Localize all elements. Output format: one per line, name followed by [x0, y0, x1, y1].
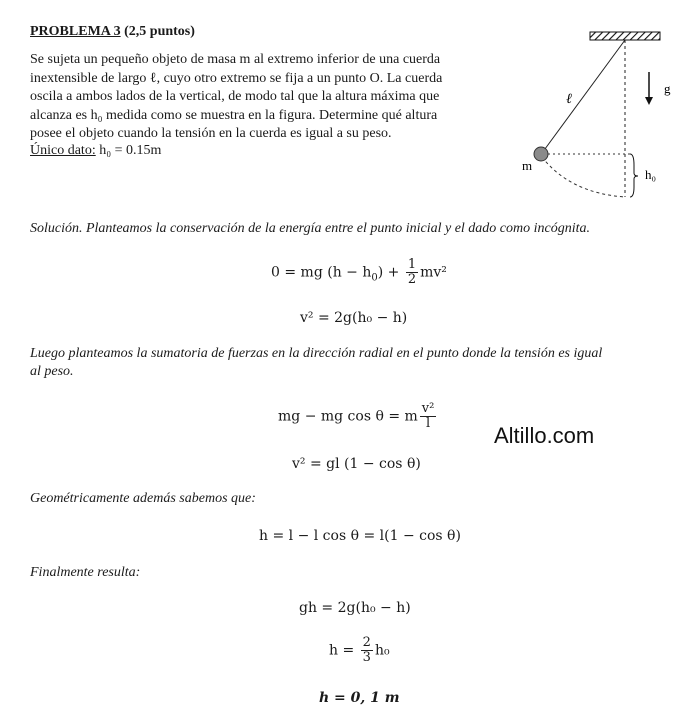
eq1-fraction [406, 258, 418, 287]
eq1-mid: ) + [377, 264, 404, 281]
problem-points: (2,5 puntos) [120, 24, 195, 39]
problem-title-main: PROBLEMA 3 [30, 24, 121, 39]
equation-velocity: v² = 2g(h₀ − h) [300, 310, 408, 326]
eq3-frac-num: v² [421, 401, 435, 416]
equation-radial-forces [278, 402, 438, 431]
length-label: ℓ [566, 92, 572, 107]
radial-text-2: al peso. [30, 364, 74, 379]
statement-line: inextensible de largo ℓ, cuyo otro extremo se fija a un punto O. La cuerda [30, 70, 443, 86]
eq7-left: h = [329, 642, 359, 659]
eq3-left: mg − mg cos θ = m [278, 408, 418, 425]
radial-text-1: Luego planteamos la sumatoria de fuerzas en la dirección radial en el punto donde la tensión es igual [30, 346, 603, 361]
given-data [30, 143, 161, 159]
equation-energy [271, 258, 447, 287]
solution-intro: Solución. Planteamos la conservación de la energía entre el punto inicial y el dado como incógnita. [30, 221, 591, 236]
gravity-label: g [664, 81, 671, 96]
eq7-frac-den: 3 [362, 650, 371, 665]
eq7-fraction [361, 636, 373, 665]
statement-line: Se sujeta un pequeño objeto de masa m al extremo inferior de una cuerda [30, 52, 441, 67]
final-text: Finalmente resulta: [30, 565, 141, 580]
eq1-sub: 0 [371, 272, 378, 284]
height-label: h₀ [645, 167, 657, 182]
equation-velocity-angle: v² = gl (1 − cos θ) [292, 456, 421, 472]
eq1-left: 0 = mg (h − h [271, 264, 372, 281]
equation-geometry: h = l − l cos θ = l(1 − cos θ) [259, 528, 461, 544]
final-answer: h = 0, 1 m [319, 690, 400, 706]
pendulum-figure [510, 25, 690, 205]
eq1-frac-num: 1 [407, 257, 417, 272]
mass-label: m [522, 158, 533, 173]
equation-result-fraction [329, 636, 390, 665]
eq7-right: h₀ [374, 642, 390, 659]
problem-title [30, 24, 195, 40]
eq1-frac-den: 2 [407, 272, 417, 287]
eq3-fraction [420, 402, 437, 431]
statement-line: alcanza es h₀ medida como se muestra en la figura. Determine qué altura [30, 107, 438, 123]
statement-line: posee el objeto cuando la tensión en la cuerda es igual a su peso. [30, 126, 392, 141]
ceiling-support [590, 32, 660, 40]
given-data-value: h₀ = 0.15m [95, 143, 162, 158]
watermark-logo: Altillo.com [494, 423, 595, 448]
height-brace [630, 154, 638, 197]
statement-line: oscila a ambos lados de la vertical, de modo tal que la altura máxima que [30, 89, 440, 104]
swing-arc [542, 157, 625, 197]
given-data-label: Único dato: [30, 143, 96, 158]
equation-combined: gh = 2g(h₀ − h) [299, 600, 411, 616]
mass-ball [534, 147, 548, 161]
eq7-frac-num: 2 [362, 635, 371, 650]
string-line [542, 40, 625, 153]
eq1-right: mv² [420, 264, 447, 281]
gravity-arrow-head [645, 97, 653, 105]
geometry-text: Geométricamente además sabemos que: [30, 491, 256, 506]
eq3-frac-den: l [425, 416, 431, 431]
problem-statement [30, 51, 505, 144]
